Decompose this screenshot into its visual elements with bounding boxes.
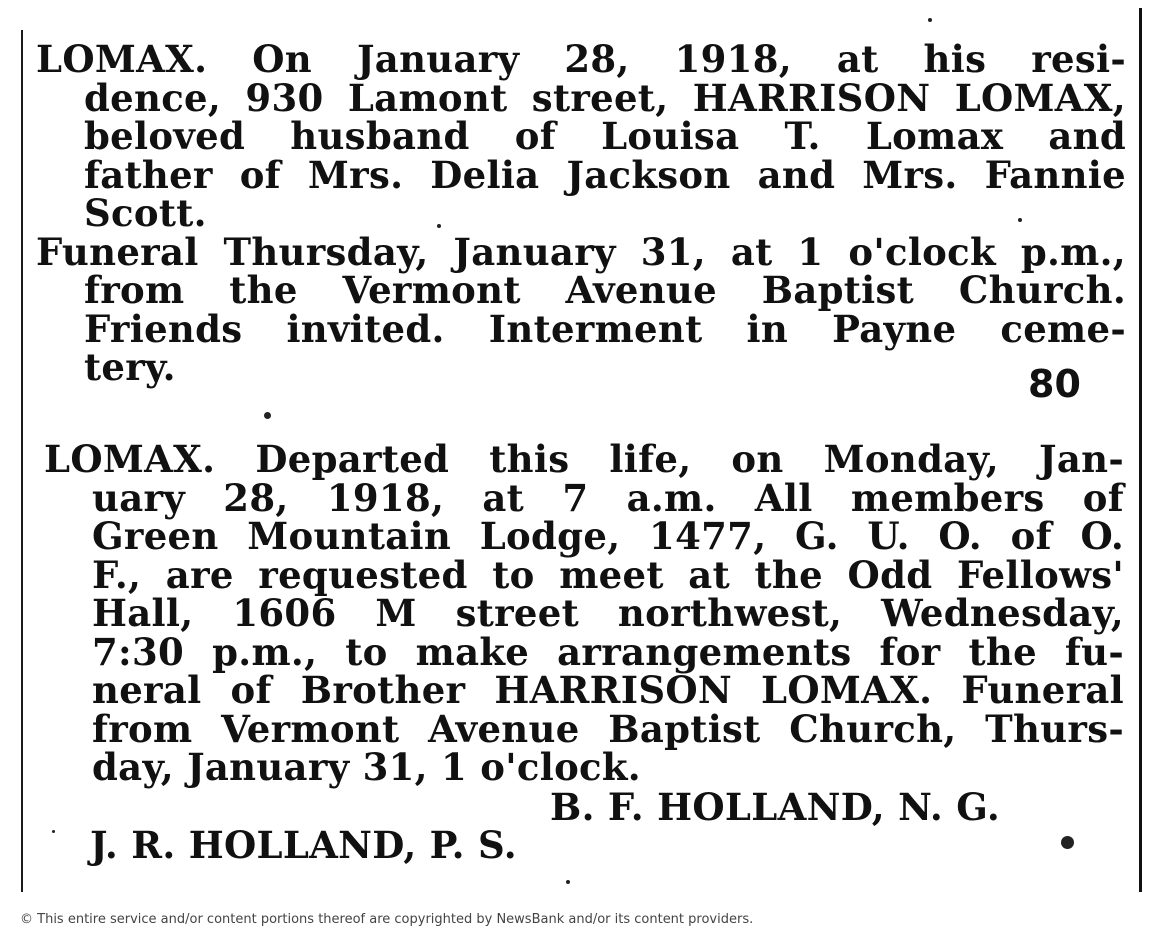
notice-2-line-1: LOMAX. Departed this life, on Monday, Jan- — [44, 437, 1124, 481]
ink-speck — [264, 412, 271, 419]
notice-1-line-8: Friends invited. Interment in Payne ceme- — [84, 306, 1126, 351]
copyright-footer: © This entire service and/or content portions thereof are copyrighted by NewsBank and/or its content providers. — [20, 912, 754, 927]
notice-2-line-2: uary 28, 1918, at 7 a.m. All members of — [92, 475, 1124, 520]
column-rule-right — [1139, 8, 1142, 892]
ink-speck — [928, 18, 932, 22]
notice-2-line-4: F., are requested to meet at the Odd Fellows' — [92, 552, 1124, 597]
notice-1-line-3: beloved husband of Louisa T. Lomax and — [84, 114, 1126, 158]
notice-2-line-6: 7:30 p.m., to make arrangements for the fu- — [92, 629, 1124, 674]
notice-1-number: 80 — [1028, 362, 1081, 406]
signature-permanent-secretary: J. R. HOLLAND, P. S. — [90, 823, 517, 867]
notice-2-line-3: Green Mountain Lodge, 1477, G. U. O. of O. — [92, 514, 1124, 558]
death-notice-1 — [36, 37, 1126, 389]
death-notice-2 — [44, 437, 1124, 789]
notice-1-line-2: dence, 930 Lamont street, HARRISON LOMAX, — [84, 75, 1126, 120]
notice-2-line-7: neral of Brother HARRISON LOMAX. Funeral — [92, 668, 1124, 712]
notice-2-line-8: from Vermont Avenue Baptist Church, Thurs- — [92, 706, 1124, 751]
notice-2-line-9: day, January 31, 1 o'clock. — [92, 745, 641, 789]
ink-speck — [52, 830, 55, 833]
notice-2-line-5: Hall, 1606 M street northwest, Wednesday, — [92, 591, 1124, 635]
notice-1-line-5: Scott. — [84, 191, 207, 235]
column-rule-left — [21, 30, 23, 892]
ink-speck — [1061, 836, 1074, 849]
ink-speck — [437, 224, 441, 228]
signature-noble-grand: B. F. HOLLAND, N. G. — [550, 785, 1000, 829]
notice-1-line-1: LOMAX. On January 28, 1918, at his resi- — [36, 37, 1126, 81]
notice-1-line-6: Funeral Thursday, January 31, at 1 o'clock p.m., — [36, 229, 1126, 274]
notice-1-line-9: tery. — [84, 345, 176, 389]
ink-speck — [1018, 218, 1022, 222]
ink-speck — [566, 880, 570, 884]
notice-1-line-4: father of Mrs. Delia Jackson and Mrs. Fannie — [84, 152, 1126, 197]
notice-1-line-7: from the Vermont Avenue Baptist Church. — [84, 268, 1126, 312]
